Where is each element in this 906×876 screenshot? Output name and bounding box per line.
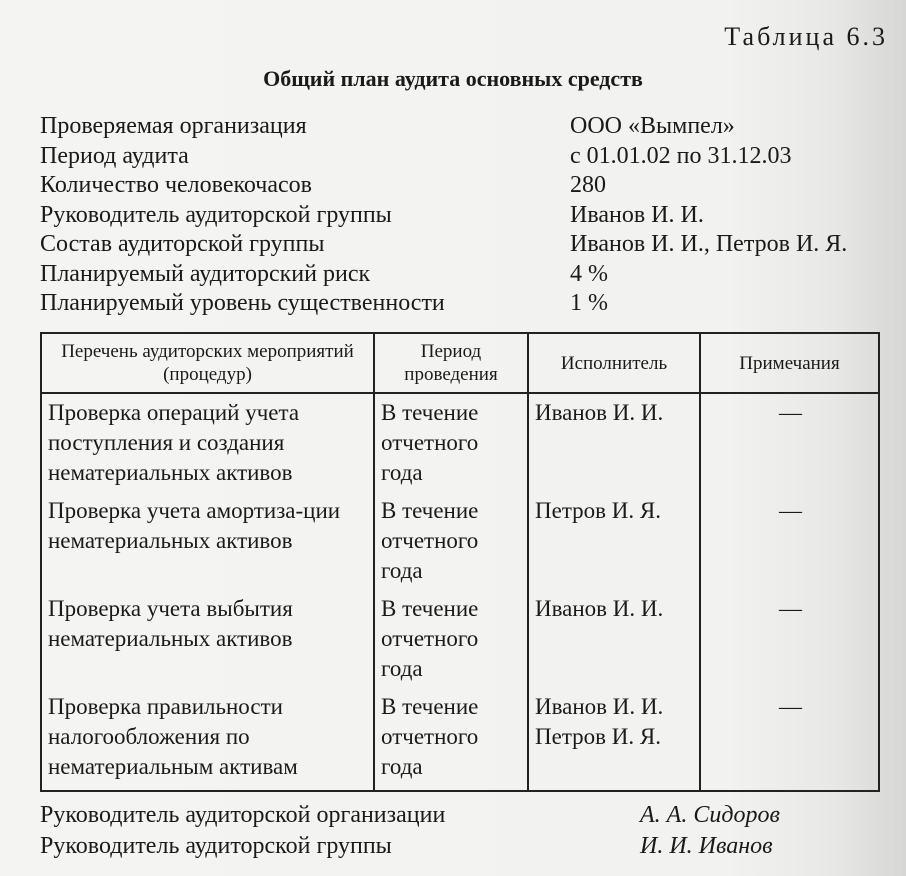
info-row-team-lead xyxy=(40,201,890,231)
table-header-row xyxy=(41,333,879,393)
info-label: Состав аудиторской группы xyxy=(40,231,325,257)
table-row xyxy=(41,494,879,592)
document-title: Общий план аудита основных средств xyxy=(263,66,643,91)
info-label: Количество человекочасов xyxy=(40,172,313,198)
cell-procedure: Проверка операций учета поступления и создания нематериальных активов xyxy=(41,393,374,494)
header-notes: Примечания xyxy=(700,333,879,393)
cell-procedure: Проверка правильности налогообложения по нематериальным активам xyxy=(41,690,374,791)
cell-executor: Иванов И. И. Петров И. Я. xyxy=(528,690,700,791)
signature-role: Руководитель аудиторской группы xyxy=(40,833,392,859)
cell-executor: Петров И. Я. xyxy=(528,494,700,592)
info-value: Иванов И. И., Петров И. Я. xyxy=(570,231,848,257)
info-label: Проверяемая организация xyxy=(40,113,307,139)
cell-procedure: Проверка учета выбытия нематериальных активов xyxy=(41,592,374,690)
header-period: Период проведения xyxy=(374,333,528,393)
cell-note: — xyxy=(700,393,879,494)
header-executor: Исполнитель xyxy=(528,333,700,393)
table-row xyxy=(41,592,879,690)
info-value: Иванов И. И. xyxy=(570,201,704,228)
info-row-materiality xyxy=(40,289,890,319)
info-row-team xyxy=(40,230,890,260)
cell-executor: Иванов И. И. xyxy=(528,393,700,494)
signature-name: И. И. Иванов xyxy=(640,833,773,859)
signature-row xyxy=(40,831,890,862)
signatures xyxy=(40,800,890,862)
info-value: ООО «Вымпел» xyxy=(570,113,735,139)
signature-name: А. А. Сидоров xyxy=(640,802,780,828)
cell-period: В течение отчетного года xyxy=(374,592,528,690)
info-label: Руководитель аудиторской группы xyxy=(40,201,392,228)
info-value: 4 % xyxy=(570,260,608,287)
cell-executor: Иванов И. И. xyxy=(528,592,700,690)
cell-procedure: Проверка учета амортиза-ции нематериальных активов xyxy=(41,494,374,592)
info-label: Планируемый аудиторский риск xyxy=(40,260,371,287)
header-procedures: Перечень аудиторских мероприятий (процедур) xyxy=(41,333,374,393)
table-number: Таблица 6.3 xyxy=(724,22,888,51)
audit-plan-table xyxy=(40,332,880,792)
info-value: с 01.01.02 по 31.12.03 xyxy=(570,142,792,169)
info-row-organization xyxy=(40,112,890,142)
cell-note: — xyxy=(700,494,879,592)
info-value: 280 xyxy=(570,172,606,198)
audit-info xyxy=(40,112,890,319)
cell-period: В течение отчетного года xyxy=(374,393,528,494)
table-row xyxy=(41,690,879,791)
info-row-period xyxy=(40,142,890,172)
table-row xyxy=(41,393,879,494)
info-value: 1 % xyxy=(570,290,608,316)
cell-note: — xyxy=(700,690,879,791)
signature-row xyxy=(40,800,890,831)
cell-period: В течение отчетного года xyxy=(374,690,528,791)
cell-period: В течение отчетного года xyxy=(374,494,528,592)
info-label: Планируемый уровень существенности xyxy=(40,290,445,316)
info-row-hours xyxy=(40,171,890,201)
signature-role: Руководитель аудиторской организации xyxy=(40,802,446,828)
cell-note: — xyxy=(700,592,879,690)
info-label: Период аудита xyxy=(40,142,189,169)
info-row-risk xyxy=(40,260,890,290)
